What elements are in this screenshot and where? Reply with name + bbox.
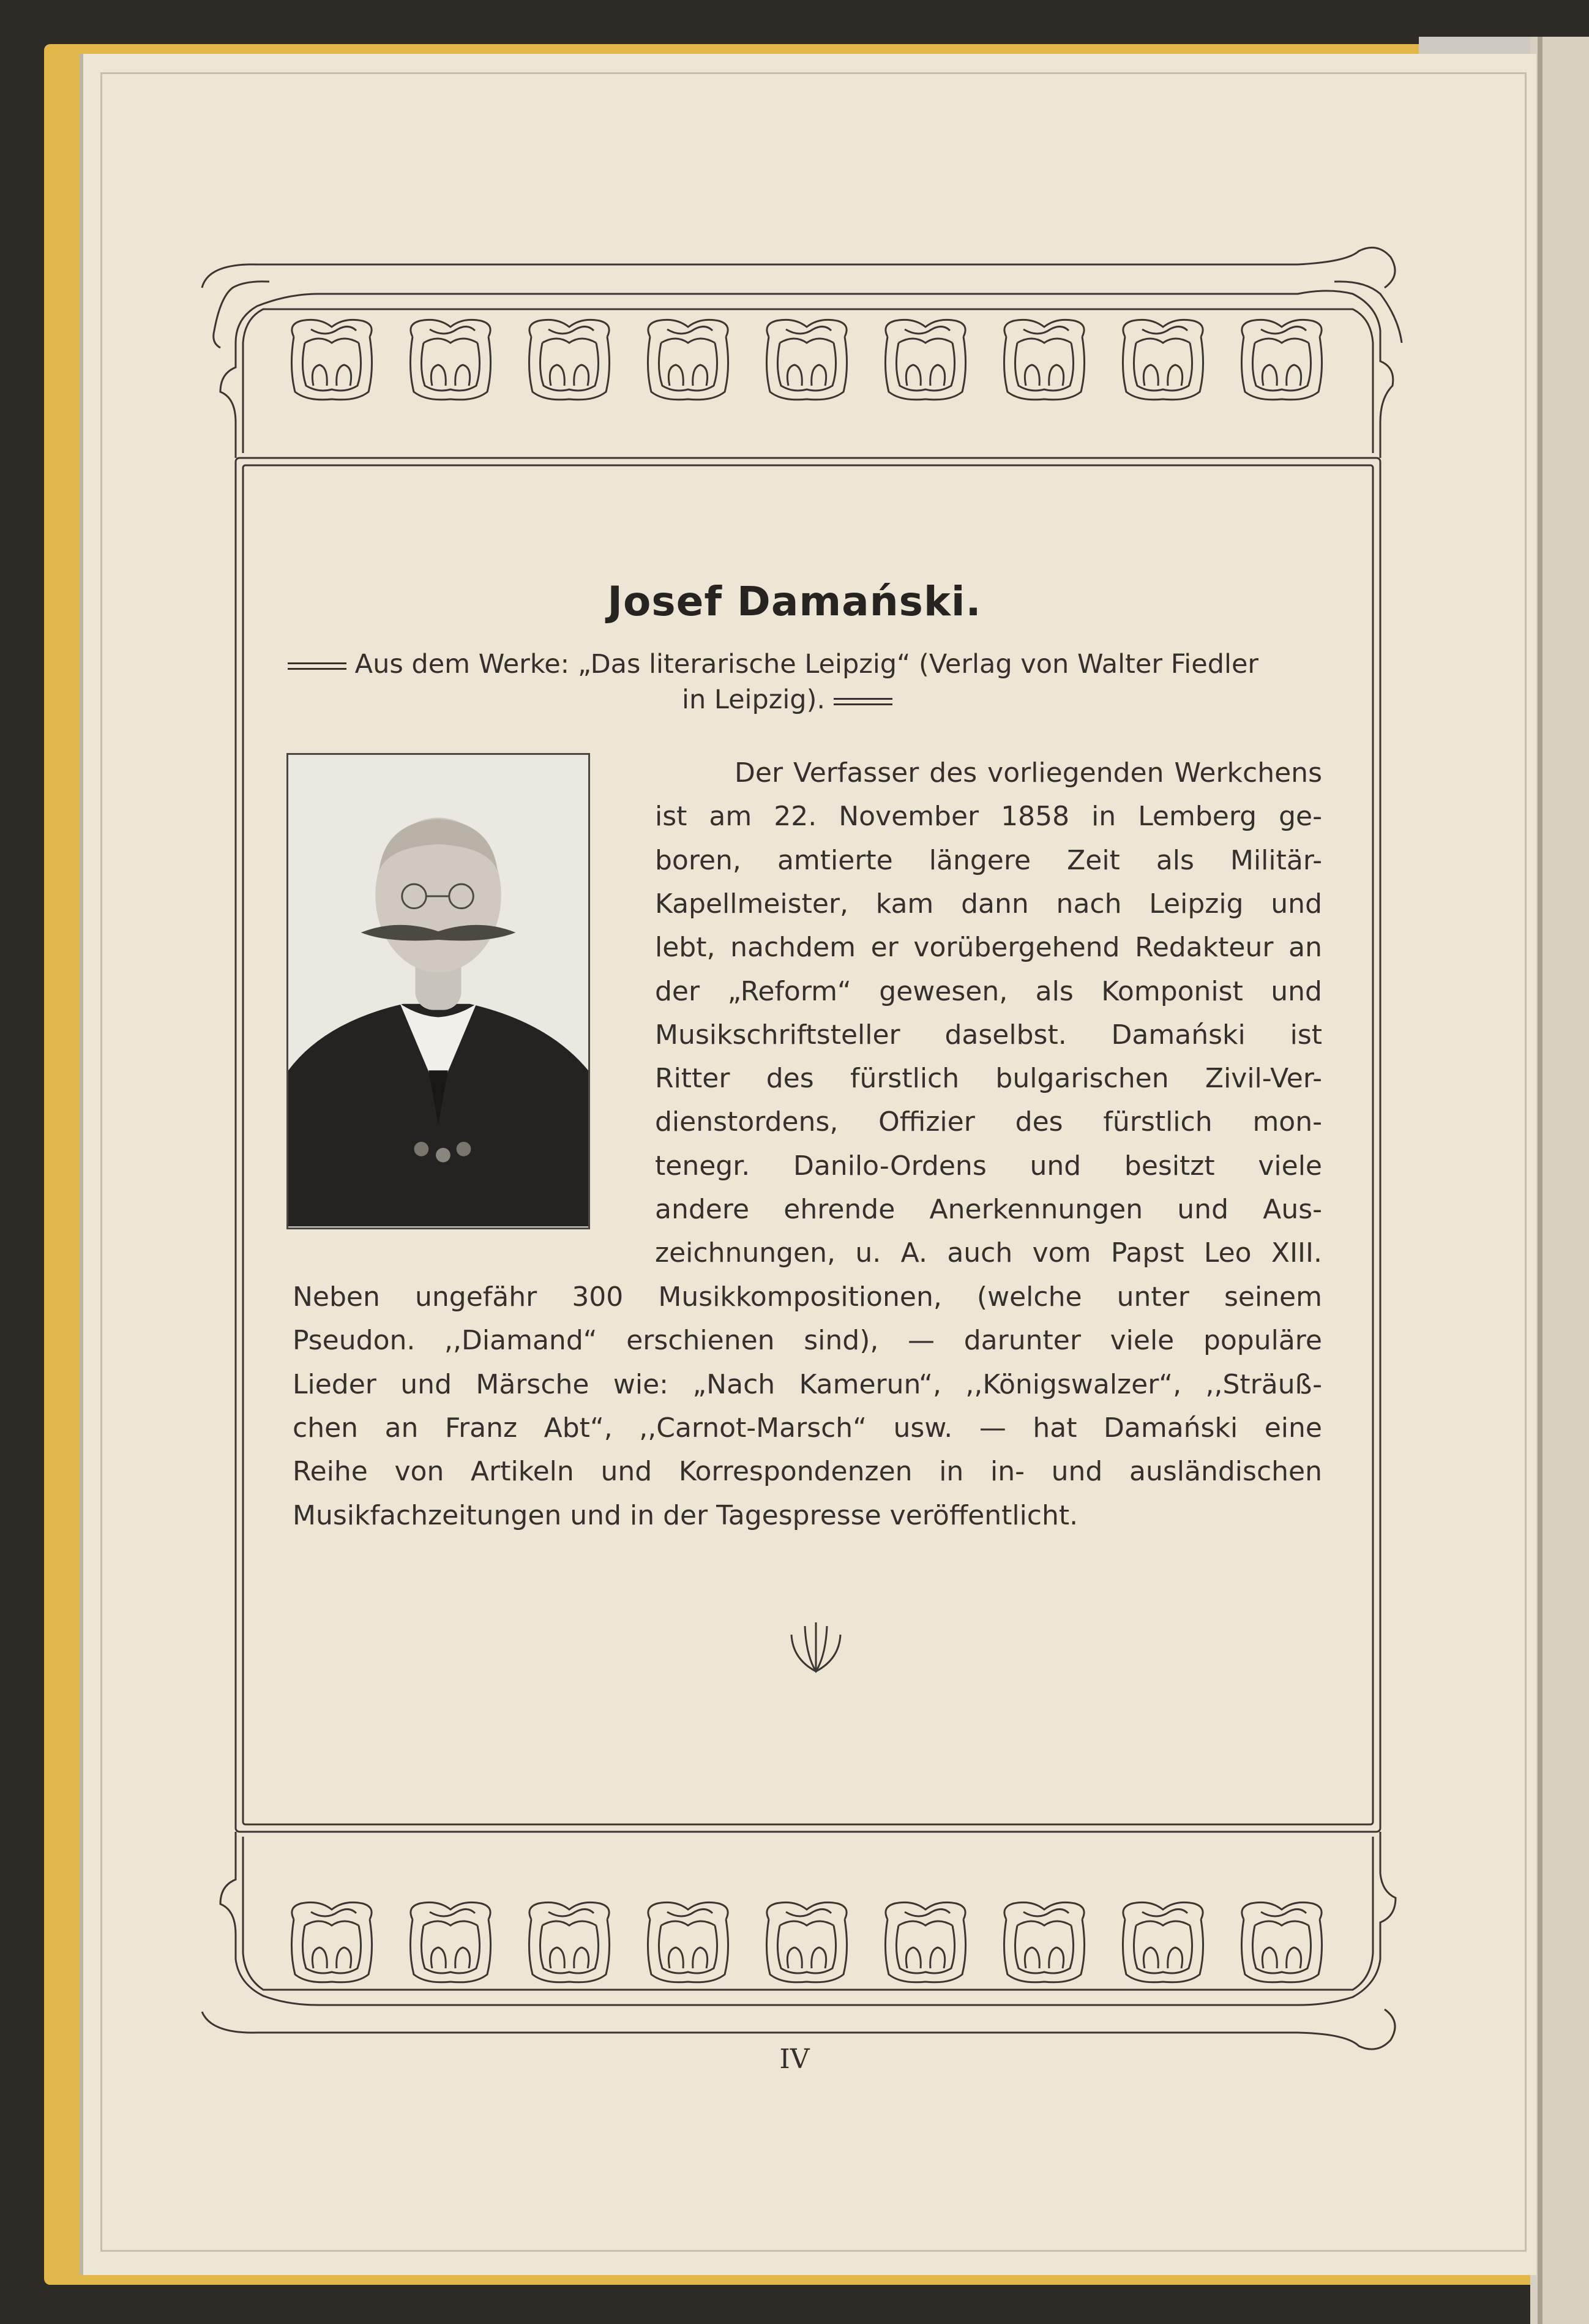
ornament-motif (1004, 1902, 1084, 1982)
page-number: IV (779, 2044, 810, 2075)
top-flourish (202, 247, 1395, 288)
portrait-image (288, 755, 588, 1228)
decorative-rule (288, 662, 346, 670)
top-left-curl (214, 282, 269, 348)
body-line: Neben ungefähr 300 Musikkompositionen, (welche unter seinem (293, 1281, 1322, 1313)
body-line: tenegr. Danilo-Ordens und besitzt viele (655, 1150, 1322, 1182)
body-line: Lieder und Märsche wie: „Nach Kamerun“, ,,Königswalzer“, ,,Sträuß- (293, 1368, 1322, 1400)
ornament-motif (1123, 320, 1203, 399)
ornament-motif (648, 1902, 728, 1982)
body-line: Pseudon. ,,Diamand“ erschienen sind), — darunter viele populäre (293, 1325, 1322, 1357)
subtitle-line-2 (682, 682, 892, 718)
portrait-photo (286, 753, 590, 1229)
top-band-outer (220, 291, 1393, 458)
bottom-band-outer (220, 1832, 1396, 2005)
article-title: Josef Damański. (607, 578, 982, 625)
body-line: andere ehrende Anerkennungen und Aus- (655, 1194, 1322, 1225)
body-line: dienstordens, Offizier des fürstlich mon- (655, 1106, 1322, 1138)
ornament-motif (885, 320, 965, 399)
ornament-motif (410, 1902, 490, 1982)
ornament-motif (291, 1902, 372, 1982)
body-line: ist am 22. November 1858 in Lemberg ge- (655, 801, 1322, 833)
ornament-motif (885, 1902, 965, 1982)
ornament-motif (766, 1902, 847, 1982)
decorative-rule (834, 698, 892, 705)
body-line: Der Verfasser des vorliegenden Werkchens (735, 757, 1322, 789)
body-line: Kapellmeister, kam dann nach Leipzig und (655, 888, 1322, 920)
flower-vignette (791, 1622, 840, 1671)
subtitle-text: Aus dem Werke: „Das literarische Leipzig“ (Verlag von Walter Fiedler (354, 649, 1259, 680)
ornament-motif (1241, 1902, 1322, 1982)
body-line: chen an Franz Abt“, ,,Carnot-Marsch“ usw. — hat Damański eine (293, 1412, 1322, 1444)
subtitle-text: in Leipzig). (682, 684, 826, 715)
body-line: boren, amtierte längere Zeit als Militär- (655, 844, 1322, 876)
ornament-motif (766, 320, 847, 399)
ornament-motif (1123, 1902, 1203, 1982)
body-line: Ritter des fürstlich bulgarischen Zivil-Ver- (655, 1063, 1322, 1095)
bottom-ornament-row (291, 1902, 1322, 1982)
body-line: Musikfachzeitungen und in der Tagespresse veröffentlicht. (293, 1499, 1079, 1531)
body-line: Reihe von Artikeln und Korrespondenzen in in- und ausländischen (293, 1456, 1322, 1488)
top-right-curl (1334, 282, 1402, 343)
ornament-motif (410, 320, 490, 399)
ornament-motif (1241, 320, 1322, 399)
ornament-motif (648, 320, 728, 399)
ornament-motif (529, 320, 609, 399)
ornament-motif (529, 1902, 609, 1982)
subtitle-line-1 (288, 647, 1258, 682)
body-line: Musikschriftsteller daselbst. Damański ist (655, 1019, 1322, 1051)
body-line: zeichnungen, u. A. auch vom Papst Leo XIII. (655, 1237, 1322, 1269)
body-line: lebt, nachdem er vorübergehend Redakteur an (655, 932, 1322, 964)
body-line: der „Reform“ gewesen, als Komponist und (655, 975, 1322, 1007)
top-ornament-row (291, 320, 1322, 399)
ornament-motif (291, 320, 372, 399)
ornament-motif (1004, 320, 1084, 399)
